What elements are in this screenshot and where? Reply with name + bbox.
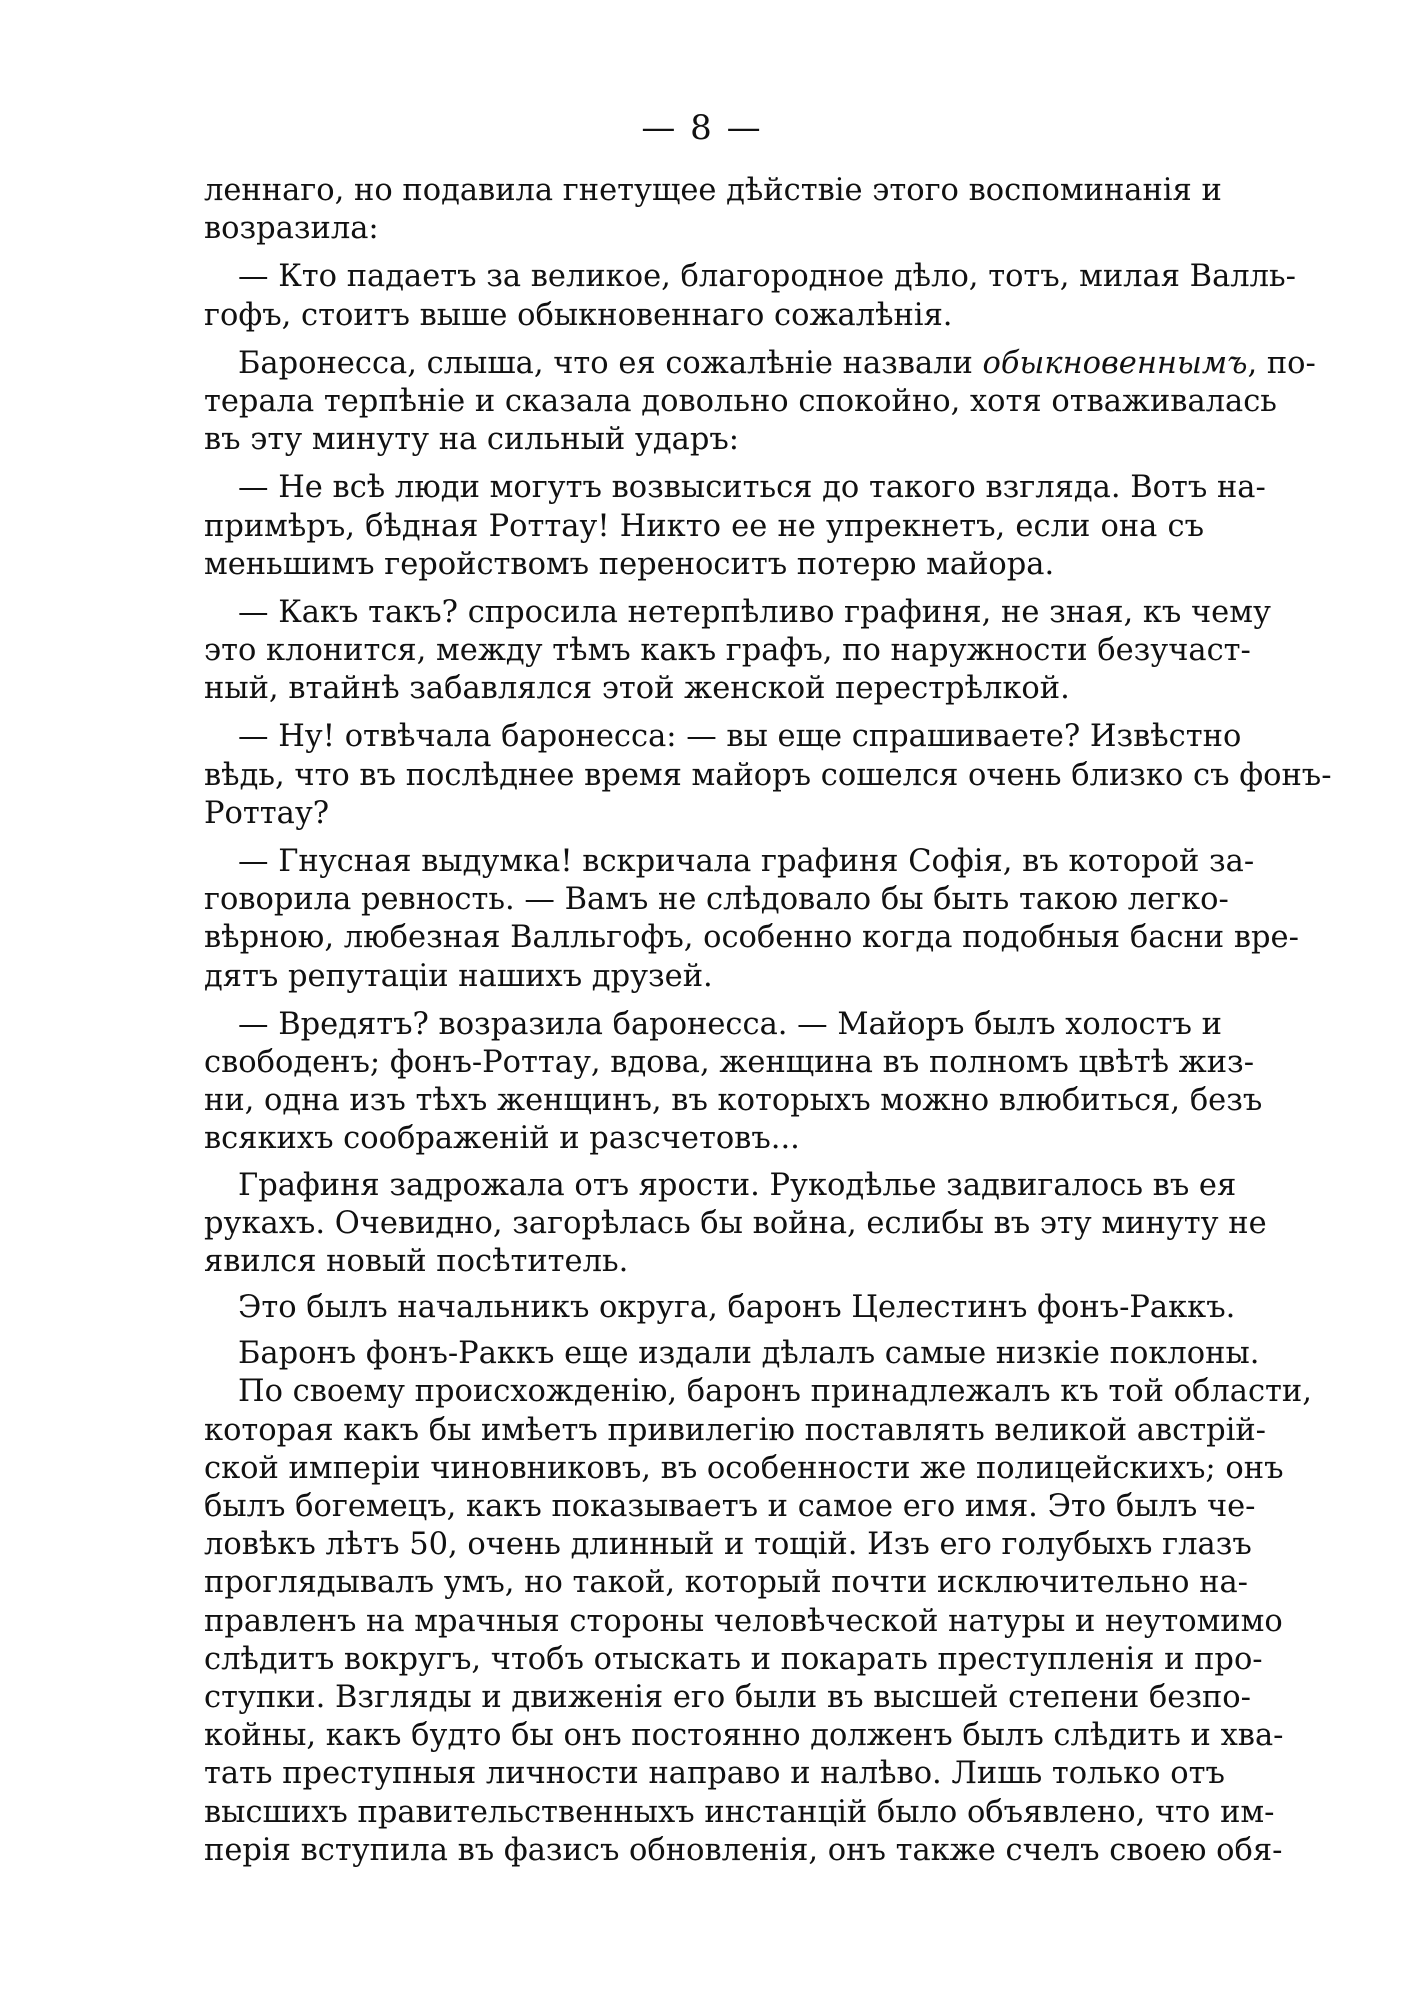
text-line: — Не всѣ люди могутъ возвыситься до такого взгляда. Вотъ на-: [238, 470, 1266, 506]
text-line: тать преступныя личности направо и налѣво. Лишь только отъ: [204, 1756, 1225, 1792]
text-line: которая какъ бы имѣетъ привилегію поставлять великой австрій-: [204, 1412, 1266, 1448]
text-line: гофъ, стоитъ выше обыкновеннаго сожалѣнія.: [204, 297, 953, 333]
text-line: свободенъ; фонъ-Роттау, вдова, женщина въ полномъ цвѣтѣ жиз-: [204, 1044, 1255, 1080]
text-line: [204, 345, 1316, 383]
text-line: — Кто падаетъ за великое, благородное дѣло, тотъ, милая Валль-: [238, 259, 1296, 295]
text-line: Баронъ фонъ-Раккъ еще издали дѣлалъ самые низкіе поклоны.: [238, 1336, 1260, 1372]
text-fragment: , по-: [1247, 345, 1316, 381]
text-fragment: Баронесса, слыша, что ея сожалѣніе назвали: [238, 345, 983, 381]
text-line: ловѣкъ лѣтъ 50, очень длинный и тощій. Изъ его голубыхъ глазъ: [204, 1527, 1252, 1563]
text-line: въ эту минуту на сильный ударъ:: [204, 422, 740, 458]
body-text: [204, 172, 1332, 1870]
text-line: Это былъ начальникъ округа, баронъ Целестинъ фонъ-Раккъ.: [238, 1290, 1236, 1326]
text-line: дятъ репутаціи нашихъ друзей.: [204, 958, 713, 994]
text-line: вѣрною, любезная Валльгофъ, особенно когда подобныя басни вре-: [204, 920, 1299, 956]
text-line: — Вредятъ? возразила баронесса. — Майоръ былъ холостъ и: [238, 1006, 1222, 1042]
text-line: вѣдь, что въ послѣднее время майоръ сошелся очень близко съ фонъ-: [204, 757, 1332, 793]
text-line: ный, втайнѣ забавлялся этой женской перестрѣлкой.: [204, 671, 1070, 707]
text-line: слѣдитъ вокругъ, чтобъ отыскать и покарать преступленія и про-: [204, 1641, 1263, 1677]
italic-word: обыкновеннымъ: [982, 345, 1248, 381]
text-line: Графиня задрожала отъ ярости. Рукодѣлье задвигалось въ ея: [238, 1167, 1237, 1203]
text-line: ступки. Взгляды и движенія его были въ высшей степени безпо-: [204, 1679, 1251, 1715]
page-number: — 8 —: [641, 108, 763, 148]
text-line: койны, какъ будто бы онъ постоянно долженъ былъ слѣдить и хва-: [204, 1718, 1284, 1754]
text-line: перія вступила въ фазисъ обновленія, онъ также счелъ своею обя-: [204, 1832, 1283, 1868]
text-line: это клонится, между тѣмъ какъ графъ, по наружности безучаст-: [204, 633, 1251, 669]
text-line: ской имперіи чиновниковъ, въ особенности же полицейскихъ; онъ: [204, 1450, 1284, 1486]
text-line: — Гнусная выдумка! вскричала графиня Софія, въ которой за-: [238, 844, 1255, 879]
text-line: меньшимъ геройствомъ переноситъ потерю майора.: [204, 546, 1055, 582]
text-line: терала терпѣніе и сказала довольно спокойно, хотя отваживалась: [204, 383, 1277, 419]
text-line: возразила:: [204, 211, 379, 247]
text-line: рукахъ. Очевидно, загорѣлась бы война, еслибы въ эту минуту не: [204, 1205, 1267, 1241]
text-line: былъ богемецъ, какъ показываетъ и самое его имя. Это былъ че-: [204, 1489, 1256, 1524]
text-line: высшихъ правительственныхъ инстанцій было объявлено, что им-: [204, 1794, 1275, 1830]
text-line: говорила ревность. — Вамъ не слѣдовало бы быть такою легко-: [204, 882, 1229, 918]
text-line: — Какъ такъ? спросила нетерпѣливо графиня, не зная, къ чему: [238, 594, 1271, 630]
text-line: примѣръ, бѣдная Роттау! Никто ее не упрекнетъ, если она съ: [204, 508, 1204, 544]
text-line: ни, одна изъ тѣхъ женщинъ, въ которыхъ можно влюбиться, безъ: [204, 1083, 1263, 1119]
text-line: всякихъ соображеній и разсчетовъ...: [204, 1121, 800, 1157]
text-line: проглядывалъ умъ, но такой, который почти исключительно на-: [204, 1565, 1248, 1601]
text-line: По своему происхожденію, баронъ принадлежалъ къ той области,: [238, 1374, 1312, 1410]
text-line: — Ну! отвѣчала баронесса: — вы еще спрашиваете? Извѣстно: [238, 719, 1242, 755]
text-line: правленъ на мрачныя стороны человѣческой натуры и неутомимо: [204, 1603, 1283, 1639]
text-line: Роттау?: [204, 795, 330, 831]
text-line: леннаго, но подавила гнетущее дѣйствіе этого воспоминанія и: [204, 173, 1222, 208]
text-line: явился новый посѣтитель.: [204, 1243, 629, 1279]
